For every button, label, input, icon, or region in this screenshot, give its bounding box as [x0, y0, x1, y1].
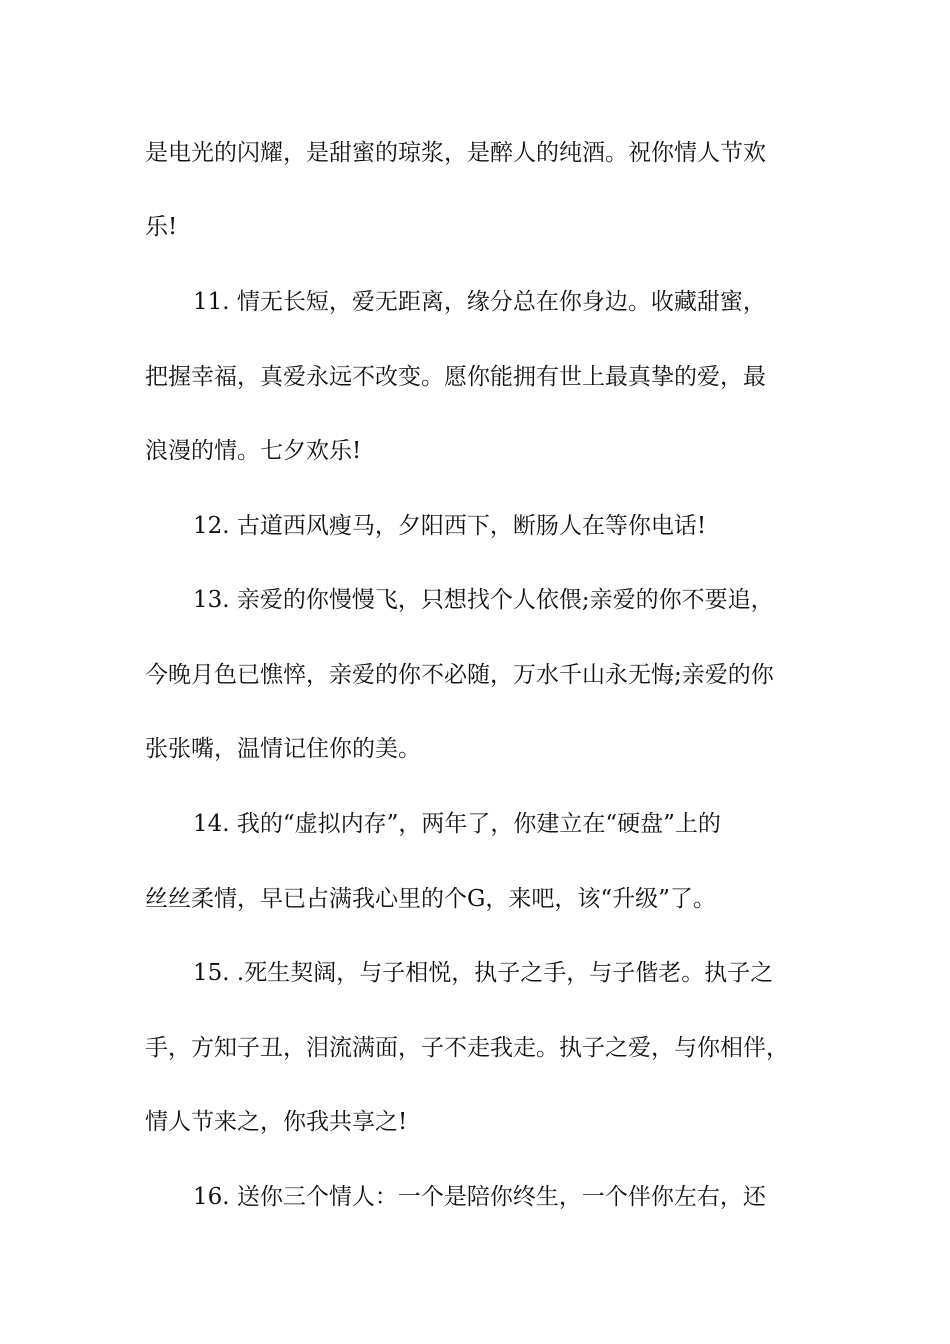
text-line: 今晚月色已憔悴，亲爱的你不必随，万水千山永无悔;亲爱的你	[145, 662, 774, 688]
text-line: 手，方知子丑，泪流满面，子不走我走。执子之爱，与你相伴，	[145, 1035, 789, 1061]
text-line: 把握幸福，真爱永远不改变。愿你能拥有世上最真挚的爱，最	[145, 364, 766, 390]
text-line: 张张嘴，温情记住你的美。	[145, 736, 421, 762]
text-line: 12. 古道西风瘦马，夕阳西下，断肠人在等你电话!	[193, 513, 707, 539]
text-line: 浪漫的情。七夕欢乐!	[145, 438, 362, 464]
text-line: 13. 亲爱的你慢慢飞，只想找个人依偎;亲爱的你不要追，	[193, 587, 774, 613]
text-line: 16. 送你三个情人：一个是陪你终生，一个伴你左右，还	[193, 1184, 766, 1210]
text-line: 14. 我的“虚拟内存”，两年了，你建立在“硬盘”上的	[193, 811, 721, 837]
text-line: 是电光的闪耀，是甜蜜的琼浆，是醉人的纯酒。祝你情人节欢	[145, 140, 766, 166]
text-line: 乐!	[145, 214, 178, 240]
text-line: 丝丝柔情，早已占满我心里的个G，来吧，该“升级”了。	[145, 886, 716, 912]
text-line: 11. 情无长短，爱无距离，缘分总在你身边。收藏甜蜜，	[193, 289, 766, 315]
text-line: 15. .死生契阔，与子相悦，执子之手，与子偕老。执子之	[193, 960, 774, 986]
text-line: 情人节来之，你我共享之!	[145, 1109, 408, 1135]
